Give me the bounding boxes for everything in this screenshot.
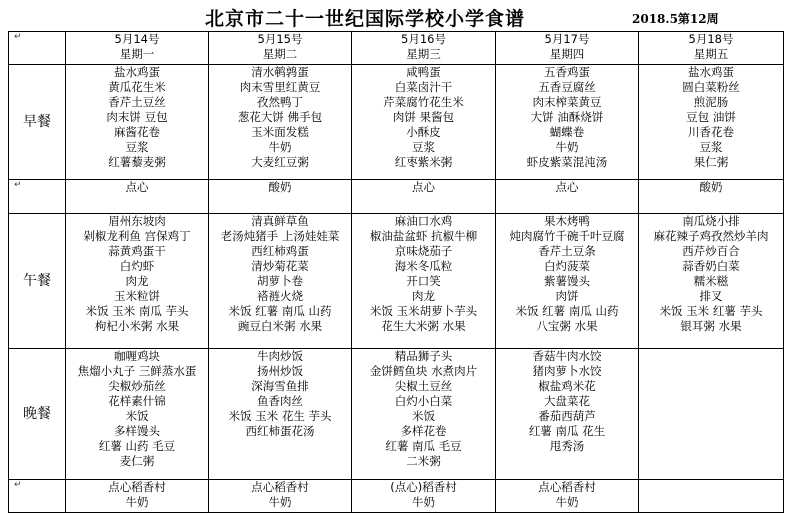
dish-item: 牛奶 — [268, 140, 292, 154]
dish-item: 白灼虾 — [119, 259, 155, 273]
dish-item: 芹菜腐竹花生米 — [383, 95, 464, 109]
dish-item: 肉末雪里红黄豆 — [239, 80, 321, 94]
lunch-cell — [352, 214, 496, 349]
dish-item: 西红柿蛋花汤 — [245, 424, 315, 438]
dish-item: 白灼小白菜 — [394, 394, 453, 408]
dish-item: 甩秀汤 — [549, 439, 585, 453]
lunch-cell — [66, 214, 209, 349]
dish-item: 五香鸡蛋 — [544, 65, 590, 79]
dish-item: 孜然鸭丁 — [257, 95, 303, 109]
breakfast-cell — [352, 65, 496, 180]
dish-item: 西芹炒百合 — [682, 244, 740, 258]
dish-item: 老汤炖猪手 上汤娃娃菜 — [220, 229, 340, 243]
dish-item: 虾皮紫菜混沌汤 — [526, 155, 608, 169]
dish-item: 米饭 玉米 南瓜 芋头 — [85, 304, 189, 318]
dish-item: 肉饼 果酱包 — [392, 110, 455, 124]
dish-item: 大饼 油酥烧饼 — [530, 110, 604, 124]
dish-item: 猪肉萝卜水饺 — [532, 364, 602, 378]
dish-item: 八宝粥 水果 — [536, 319, 598, 333]
dish-item: 米饭 玉米 红薯 芋头 — [659, 304, 763, 318]
dish-item: 椒油盐盆虾 抗椒牛柳 — [369, 229, 478, 243]
breakfast-cell — [639, 65, 784, 180]
dish-item: 牛肉炒饭 — [257, 349, 303, 363]
day-header-thu: 5月17号 星期四 — [496, 32, 639, 65]
dish-item: 开口笑 — [406, 274, 441, 288]
dish-item: 银耳粥 水果 — [680, 319, 742, 333]
dish-item: 肉末榨菜黄豆 — [532, 95, 602, 109]
dish-item: 香菇牛肉水饺 — [532, 349, 602, 363]
dish-item: 玉米面发糕 — [251, 125, 309, 139]
dish-item: 煎泥肠 — [693, 95, 729, 109]
dish-item: 豆浆 — [125, 140, 149, 154]
dish-item: 黄瓜花生米 — [108, 80, 166, 94]
dish-item: 眉州东坡肉 — [108, 214, 166, 228]
dish-item: 圆白菜粉丝 — [682, 80, 740, 94]
lunch-cell — [639, 214, 784, 349]
dish-item: 豆浆 — [699, 140, 723, 154]
dish-item: 咖喱鸡块 — [114, 349, 160, 363]
dish-item: 米饭 玉米胡萝卜芋头 — [369, 304, 478, 318]
dish-item: 清水鹌鹑蛋 — [251, 65, 309, 79]
dish-item: 紫薯馒头 — [544, 274, 590, 288]
dish-item: 红薯 山药 毛豆 — [98, 439, 176, 453]
morning-snack-cell: 酸奶 — [639, 180, 784, 214]
dish-item: 南瓜烧小排 — [682, 214, 740, 228]
dish-item: 多样花卷 — [400, 424, 447, 438]
header-row — [9, 32, 784, 65]
dish-item: 五香豆腐丝 — [538, 80, 596, 94]
morning-snack-cell: 点心 — [66, 180, 209, 214]
dish-item: 西红柿鸡蛋 — [251, 244, 309, 258]
dish-item: 胡萝卜卷 — [257, 274, 303, 288]
dish-item: 葱花大饼 佛手包 — [237, 110, 323, 124]
dish-item: 小酥皮 — [406, 125, 441, 139]
dish-item: 京味烧茄子 — [394, 244, 453, 258]
dish-item: 果仁粥 — [693, 155, 729, 169]
week-label: 2018.5第12周 — [632, 12, 719, 26]
dish-item: 二米粥 — [406, 454, 441, 468]
dish-item: 花生大米粥 水果 — [381, 319, 466, 333]
dish-item: 海米冬瓜粒 — [394, 259, 453, 273]
dish-item: 川香花卷 — [688, 125, 734, 139]
breakfast-cell — [66, 65, 209, 180]
dinner-cell — [66, 349, 209, 480]
evening-snack-cell: 点心稻香村 牛奶 — [66, 480, 209, 513]
dish-item: 花样素什锦 — [108, 394, 166, 408]
lunch-label: 午餐 — [9, 214, 66, 349]
dish-item: 蒜黄鸡蛋干 — [108, 244, 166, 258]
dish-item: 米饭 — [412, 409, 435, 423]
dinner-row — [9, 349, 784, 480]
dish-item: 红枣紫米粥 — [394, 155, 453, 169]
dinner-cell — [209, 349, 352, 480]
dish-item: 豌豆白米粥 水果 — [237, 319, 323, 333]
lunch-cell — [209, 214, 352, 349]
dish-item: 肉龙 — [412, 289, 435, 303]
dish-item: 椒盐鸡米花 — [538, 379, 596, 393]
morning-snack-cell: 点心 — [352, 180, 496, 214]
dish-item: 清炒菊花菜 — [251, 259, 309, 273]
dish-item: 米饭 红薯 南瓜 山药 — [228, 304, 332, 318]
dish-item: 肉饼 — [555, 289, 579, 303]
dish-item: 麻油口水鸡 — [394, 214, 453, 228]
page-header — [0, 0, 800, 30]
dish-item: 白菜卤汁干 — [394, 80, 453, 94]
dish-item: 肉龙 — [125, 274, 149, 288]
page-title: 北京市二十一世纪国际学校小学食谱 — [205, 8, 526, 30]
dish-item: 蝴蝶卷 — [549, 125, 585, 139]
dish-item: 米饭 — [125, 409, 149, 423]
day-header-fri: 5月18号 星期五 — [639, 32, 784, 65]
dish-item: 深海雪鱼排 — [251, 379, 309, 393]
day-header-mon: 5月14号 星期一 — [66, 32, 209, 65]
snack-row-mark: ↵ — [9, 180, 66, 214]
breakfast-cell — [496, 65, 639, 180]
evening-snack-cell — [639, 480, 784, 513]
dish-item: 豆包 油饼 — [686, 110, 736, 124]
dish-item: 清真鲜草鱼 — [251, 214, 309, 228]
dish-item: 金饼鳕鱼块 水煮肉片 — [369, 364, 478, 378]
day-header-tue: 5月15号 星期二 — [209, 32, 352, 65]
dish-item: 肉末饼 豆包 — [106, 110, 168, 124]
dish-item: 香芹土豆条 — [538, 244, 596, 258]
dish-item: 红薯 南瓜 花生 — [528, 424, 606, 438]
dish-item: 盐水鸡蛋 — [688, 65, 734, 79]
dish-item: 牛奶 — [555, 140, 579, 154]
evening-snack-row — [9, 480, 784, 513]
morning-snack-cell: 酸奶 — [209, 180, 352, 214]
lunch-row — [9, 214, 784, 349]
breakfast-label: 早餐 — [9, 65, 66, 180]
dish-item: 麻花辣子鸡孜然炒羊肉 — [653, 229, 769, 243]
breakfast-row — [9, 65, 784, 180]
dish-item: 盐水鸡蛋 — [114, 65, 160, 79]
dish-item: 大盘菜花 — [544, 394, 590, 408]
dinner-label: 晚餐 — [9, 349, 66, 480]
morning-snack-cell: 点心 — [496, 180, 639, 214]
dish-item: 剁椒龙利鱼 宫保鸡丁 — [83, 229, 191, 243]
dish-item: 尖椒炒茄丝 — [108, 379, 166, 393]
dish-item: 排叉 — [699, 289, 723, 303]
dish-item: 麦仁粥 — [119, 454, 155, 468]
morning-snack-row — [9, 180, 784, 214]
dish-item: 大麦红豆粥 — [251, 155, 309, 169]
evening-snack-cell: (点心)稻香村 牛奶 — [352, 480, 496, 513]
dish-item: 麻酱花卷 — [114, 125, 160, 139]
breakfast-cell — [209, 65, 352, 180]
menu-table — [8, 31, 784, 513]
dish-item: 精品狮子头 — [394, 349, 453, 363]
dish-item: 褡裢火烧 — [257, 289, 303, 303]
evening-snack-cell: 点心稻香村 牛奶 — [209, 480, 352, 513]
dish-item: 红薯 南瓜 毛豆 — [385, 439, 462, 453]
dish-item: 豆浆 — [412, 140, 435, 154]
dinner-cell — [352, 349, 496, 480]
dish-item: 果木烤鸭 — [544, 214, 590, 228]
dish-item: 扬州炒饭 — [257, 364, 303, 378]
dish-item: 糯米糍 — [693, 274, 729, 288]
dish-item: 鱼香肉丝 — [257, 394, 303, 408]
dinner-cell — [496, 349, 639, 480]
dish-item: 米饭 玉米 花生 芋头 — [228, 409, 332, 423]
corner-cell: ↵ — [9, 32, 66, 65]
dish-item: 香芹土豆丝 — [108, 95, 166, 109]
dish-item: 枸杞小米粥 水果 — [94, 319, 180, 333]
dish-item: 红薯藜麦粥 — [108, 155, 166, 169]
dinner-cell — [639, 349, 784, 480]
dish-item: 玉米粒饼 — [114, 289, 160, 303]
dish-item: 白灼菠菜 — [544, 259, 590, 273]
dish-item: 焦熘小丸子 三鲜蒸水蛋 — [77, 364, 197, 378]
dish-item: 炖肉腐竹千碗千叶豆腐 — [509, 229, 625, 243]
dish-item: 米饭 红薯 南瓜 山药 — [515, 304, 619, 318]
evening-snack-cell: 点心稻香村 牛奶 — [496, 480, 639, 513]
dish-item: 番茄西葫芦 — [538, 409, 596, 423]
dish-item: 尖椒土豆丝 — [394, 379, 453, 393]
lunch-cell — [496, 214, 639, 349]
dish-item: 咸鸭蛋 — [406, 65, 441, 79]
snack-row-mark: ↵ — [9, 480, 66, 513]
dish-item: 多样馒头 — [114, 424, 160, 438]
dish-item: 蒜香奶白菜 — [682, 259, 740, 273]
day-header-wed: 5月16号 星期三 — [352, 32, 496, 65]
